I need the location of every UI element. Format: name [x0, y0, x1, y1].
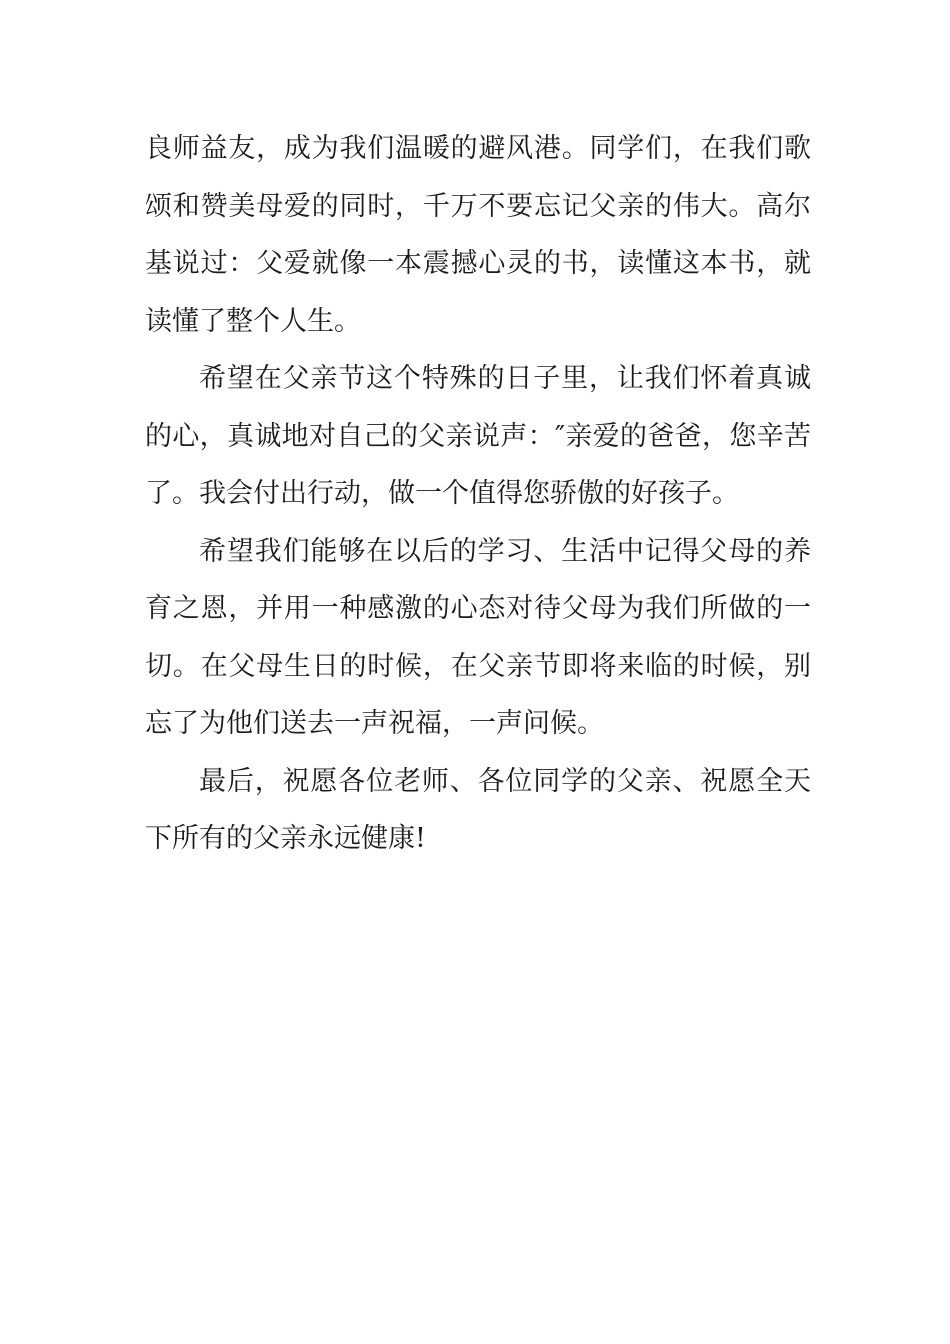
paragraph-fathers-day-wish: 希望在父亲节这个特殊的日子里，让我们怀着真诚的心，真诚地对自己的父亲说声：″亲爱的爸爸，您辛苦了。我会付出行动，做一个值得您骄傲的好孩子。: [145, 363, 811, 509]
paragraph-continuation: 良师益友，成为我们温暖的避风港。同学们，在我们歌颂和赞美母爱的同时，千万不要忘记父亲的伟大。高尔基说过：父爱就像一本震撼心灵的书，读懂这本书，就读懂了整个人生。: [145, 133, 811, 337]
paragraph-closing-blessing: 最后，祝愿各位老师、各位同学的父亲、祝愿全天下所有的父亲永远健康!: [145, 765, 811, 854]
document-body: [145, 120, 811, 868]
paragraph-gratitude: 希望我们能够在以后的学习、生活中记得父母的养育之恩，并用一种感激的心态对待父母为我们所做的一切。在父母生日的时候，在父亲节即将来临的时候，别忘了为他们送去一声祝福，一声问候。: [145, 535, 811, 739]
